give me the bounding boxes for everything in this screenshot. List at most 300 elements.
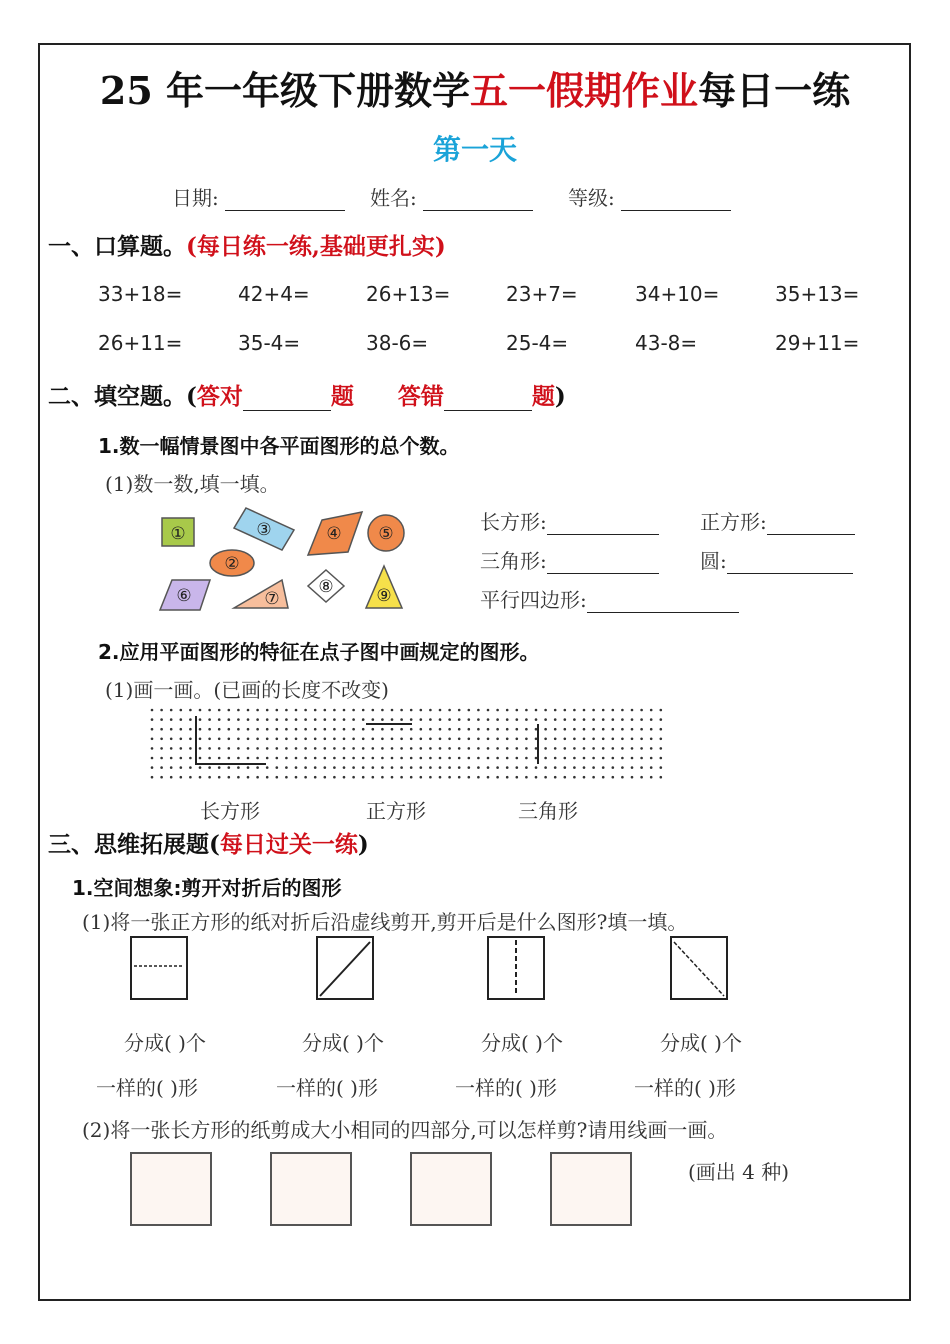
grid-dot [525,766,528,769]
grid-dot [218,757,221,760]
question-2-1-sub: (1)数一数,填一填。 [105,472,280,496]
shape-label-7: ⑦ [264,589,280,609]
grid-dot [631,738,634,741]
grid-dot [439,728,442,731]
circle-blank[interactable] [727,553,853,574]
grid-dot [640,757,643,760]
grid-dot [314,766,317,769]
section1-title: 一、口算题。 [48,233,186,260]
grid-dot [458,776,461,779]
grid-dot [410,728,413,731]
grid-dot [151,728,154,731]
grid-dot [237,747,240,750]
grid-dot [650,757,653,760]
grid-dot [381,709,384,712]
grid-dot [487,728,490,731]
name-blank[interactable] [423,190,533,211]
grid-dot [573,709,576,712]
split-answer-1[interactable]: 分成( )个 [124,1031,206,1055]
grid-dot [477,757,480,760]
split-answer-4[interactable]: 分成( )个 [660,1031,742,1055]
grid-dot [324,738,327,741]
grid-dot [170,709,173,712]
grid-dot [631,728,634,731]
grid-dot [208,766,211,769]
shape-label-2: ② [224,554,240,574]
grid-dot [612,747,615,750]
grid-dot [295,757,298,760]
grid-dot [228,757,231,760]
grid-dot [650,718,653,721]
grid-dot [592,757,595,760]
fold-square-2 [316,936,376,1002]
grid-dot [602,718,605,721]
title-part3: 每日一练 [698,68,851,113]
grid-dot [160,776,163,779]
grid-dot [266,709,269,712]
grid-dot [208,718,211,721]
dot-label-rectangle: 长方形 [200,799,260,823]
date-label: 日期: [172,186,219,210]
grid-dot [324,747,327,750]
grid-dot [160,709,163,712]
grid-dot [564,728,567,731]
grid-dot [468,747,471,750]
grid-dot [554,738,557,741]
grid-dot [170,718,173,721]
grid-dot [208,738,211,741]
grid-dot [496,776,499,779]
correct-unit: 题 [330,383,354,410]
grid-dot [429,757,432,760]
grid-dot [554,766,557,769]
grid-dot [535,747,538,750]
grid-dot [650,728,653,731]
grid-dot [372,766,375,769]
grid-dot [573,738,576,741]
grid-dot [660,757,663,760]
grid-dot [391,776,394,779]
grid-dot [487,747,490,750]
grid-dot [448,776,451,779]
grid-dot [324,728,327,731]
grid-dot [535,757,538,760]
grid-dot [295,776,298,779]
grid-dot [602,728,605,731]
grid-dot [391,718,394,721]
grid-dot [516,718,519,721]
grid-dot [295,728,298,731]
grid-dot [477,709,480,712]
grid-dot [544,728,547,731]
grid-dot [429,747,432,750]
grid-dot [516,757,519,760]
grid-dot [487,766,490,769]
grid-dot [160,738,163,741]
grid-dot [525,728,528,731]
title-part1: 25 年一年级下册数学 [99,68,471,113]
grid-dot [516,709,519,712]
grid-dot [343,738,346,741]
date-blank[interactable] [225,190,345,211]
grid-dot [304,718,307,721]
parallelogram-label: 平行四边形: [480,588,587,612]
grid-dot [506,718,509,721]
grid-dot [314,747,317,750]
grid-dot [314,718,317,721]
grade-field [568,182,731,211]
grid-dot [612,776,615,779]
grid-dot [564,766,567,769]
grid-dot [266,757,269,760]
grid-dot [621,718,624,721]
grid-dot [391,757,394,760]
grid-dot [247,776,250,779]
grid-dot [256,766,259,769]
grid-dot [468,709,471,712]
grid-dot [420,766,423,769]
shape-label-4: ④ [326,524,342,544]
grid-dot [372,757,375,760]
grid-dot [612,738,615,741]
grid-dot [660,738,663,741]
page-subtitle: 第一天 [432,133,517,166]
grid-dot [400,766,403,769]
triangle-blank[interactable] [547,553,659,574]
grid-dot [180,747,183,750]
section2-heading [48,378,566,411]
draw-rect-1[interactable] [130,1152,212,1226]
calc-1-5: 34+10= [635,282,720,306]
page-title [0,60,950,115]
wrong-blank[interactable] [444,390,532,411]
shape-label-5: ⑤ [378,524,394,544]
grid-dot [650,738,653,741]
name-field [370,182,533,211]
grid-dot [160,757,163,760]
grid-dot [343,718,346,721]
grid-dot [631,757,634,760]
grid-dot [573,776,576,779]
grid-dot [429,728,432,731]
grid-dot [573,757,576,760]
grid-dot [237,766,240,769]
same-answer-1[interactable]: 一样的( )形 [96,1076,198,1100]
grid-dot [170,738,173,741]
calc-1-1: 33+18= [98,282,183,306]
grid-dot [564,709,567,712]
grade-label: 等级: [568,186,615,210]
grid-dot [381,766,384,769]
grid-dot [304,747,307,750]
calc-2-3: 38-6= [366,331,429,355]
grid-dot [602,709,605,712]
draw-rect-3[interactable] [410,1152,492,1226]
grid-dot [285,738,288,741]
grid-dot [621,738,624,741]
dot-label-triangle: 三角形 [518,799,578,823]
grid-dot [535,709,538,712]
grid-dot [372,747,375,750]
grid-dot [631,747,634,750]
grid-dot [439,766,442,769]
grid-dot [592,728,595,731]
grid-dot [247,747,250,750]
grid-dot [324,776,327,779]
grid-dot [180,728,183,731]
grid-dot [247,757,250,760]
dot-grid-dots [151,709,662,779]
grid-dot [400,709,403,712]
grid-dot [477,776,480,779]
split-answer-3[interactable]: 分成( )个 [481,1031,563,1055]
grid-dot [544,757,547,760]
draw-rect-4[interactable] [550,1152,632,1226]
grid-dot [631,766,634,769]
grid-dot [304,709,307,712]
grid-dot [180,776,183,779]
grid-dot [247,766,250,769]
split-answer-2[interactable]: 分成( )个 [302,1031,384,1055]
grid-dot [362,757,365,760]
grid-dot [602,738,605,741]
grid-dot [256,728,259,731]
grid-dot [276,757,279,760]
grid-dot [525,709,528,712]
grid-dot [314,776,317,779]
grid-dot [410,757,413,760]
section3-title: 三、思维拓展题 [48,831,209,858]
grid-dot [343,776,346,779]
grid-dot [660,728,663,731]
draw-rect-2[interactable] [270,1152,352,1226]
grid-dot [525,747,528,750]
grid-dot [525,757,528,760]
grid-dot [228,738,231,741]
question-3-2-sub: (2)将一张长方形的纸剪成大小相同的四部分,可以怎样剪?请用线画一画。 [82,1118,728,1142]
same-answer-4[interactable]: 一样的( )形 [634,1076,736,1100]
grid-dot [468,738,471,741]
grade-blank[interactable] [621,190,731,211]
calc-1-3: 26+13= [366,282,451,306]
grid-dot [160,766,163,769]
grid-dot [352,728,355,731]
parallelogram-field [480,584,739,613]
grid-dot [352,757,355,760]
grid-dot [151,718,154,721]
grid-dot [276,728,279,731]
grid-dot [343,709,346,712]
square-blank[interactable] [767,514,855,535]
question-2-1: 1.数一幅情景图中各平面图形的总个数。 [98,434,460,458]
square-label: 正方形: [700,510,767,534]
grid-dot [621,776,624,779]
grid-dot [237,728,240,731]
grid-dot [199,766,202,769]
calc-2-4: 25-4= [506,331,569,355]
grid-dot [333,738,336,741]
grid-dot [391,738,394,741]
grid-dot [660,766,663,769]
grid-dot [170,766,173,769]
rectangle-label: 长方形: [480,510,547,534]
grid-dot [650,776,653,779]
circle-field [700,545,853,574]
shape-7-triangle [234,580,288,608]
calc-2-5: 43-8= [635,331,698,355]
grid-dot [285,747,288,750]
grid-dot [381,776,384,779]
grid-dot [420,738,423,741]
grid-dot [160,728,163,731]
grid-dot [256,747,259,750]
grid-dot [160,747,163,750]
grid-dot [516,728,519,731]
grid-dot [285,757,288,760]
grid-dot [304,757,307,760]
grid-dot [660,718,663,721]
grid-dot [218,776,221,779]
question-2-2: 2.应用平面图形的特征在点子图中画规定的图形。 [98,640,540,664]
rectangle-blank[interactable] [547,514,659,535]
grid-dot [544,747,547,750]
grid-dot [496,728,499,731]
grid-dot [525,776,528,779]
grid-dot [496,766,499,769]
grid-dot [525,718,528,721]
grid-dot [506,747,509,750]
grid-dot [544,776,547,779]
fold-square-3 [487,936,547,1002]
grid-dot [352,718,355,721]
grid-dot [477,747,480,750]
section2-close: ) [554,383,566,410]
grid-dot [621,757,624,760]
grid-dot [487,776,490,779]
grid-dot [544,718,547,721]
same-answer-2[interactable]: 一样的( )形 [276,1076,378,1100]
grid-dot [640,738,643,741]
calc-1-2: 42+4= [238,282,310,306]
grid-dot [496,747,499,750]
grid-dot [621,766,624,769]
grid-dot [170,776,173,779]
grid-dot [218,766,221,769]
parallelogram-blank[interactable] [587,592,739,613]
grid-dot [362,776,365,779]
grid-dot [573,747,576,750]
question-3-1: 1.空间想象:剪开对折后的图形 [72,876,342,900]
grid-dot [612,728,615,731]
grid-dot [400,747,403,750]
grid-dot [592,709,595,712]
grid-dot [333,718,336,721]
grid-dot [420,776,423,779]
grid-dot [266,776,269,779]
grid-dot [266,738,269,741]
grid-dot [487,718,490,721]
grid-dot [372,776,375,779]
rectangle-field [480,506,659,535]
grid-dot [554,747,557,750]
grid-dot [506,757,509,760]
grid-dot [352,709,355,712]
grid-dot [448,766,451,769]
grid-dot [429,718,432,721]
grid-dot [333,757,336,760]
dot-grid[interactable] [148,706,673,782]
grid-dot [189,776,192,779]
grid-dot [199,718,202,721]
grid-dot [218,738,221,741]
grid-dot [247,738,250,741]
grid-dot [256,709,259,712]
grid-dot [256,718,259,721]
grid-dot [612,757,615,760]
grid-dot [218,747,221,750]
grid-dot [544,709,547,712]
grid-dot [592,747,595,750]
grid-dot [535,728,538,731]
grid-dot [602,766,605,769]
grid-dot [564,747,567,750]
grid-dot [564,776,567,779]
grid-dot [314,738,317,741]
grid-dot [496,738,499,741]
grid-dot [477,728,480,731]
section3-heading [48,826,369,859]
grid-dot [439,738,442,741]
grid-dot [506,709,509,712]
same-answer-3[interactable]: 一样的( )形 [455,1076,557,1100]
grid-dot [650,709,653,712]
correct-blank[interactable] [243,390,331,411]
grid-dot [362,738,365,741]
grid-dot [189,709,192,712]
calc-1-4: 23+7= [506,282,578,306]
shape-label-6: ⑥ [176,586,192,606]
grid-dot [554,709,557,712]
grid-dot [256,738,259,741]
dot-label-square: 正方形 [366,799,426,823]
shape-label-9: ⑨ [376,586,392,606]
grid-dot [640,766,643,769]
grid-dot [180,766,183,769]
grid-dot [362,728,365,731]
grid-dot [564,718,567,721]
grid-dot [439,709,442,712]
grid-dot [228,709,231,712]
grid-dot [295,747,298,750]
grid-dot [400,738,403,741]
grid-dot [285,728,288,731]
grid-dot [180,757,183,760]
grid-dot [640,747,643,750]
grid-dot [343,766,346,769]
grid-dot [468,766,471,769]
grid-dot [237,709,240,712]
grid-dot [525,738,528,741]
grid-dot [592,738,595,741]
grid-dot [362,747,365,750]
grid-dot [324,766,327,769]
grid-dot [602,776,605,779]
grid-dot [372,728,375,731]
grid-dot [496,757,499,760]
name-label: 姓名: [370,186,417,210]
triangle-label: 三角形: [480,549,547,573]
grid-dot [266,718,269,721]
